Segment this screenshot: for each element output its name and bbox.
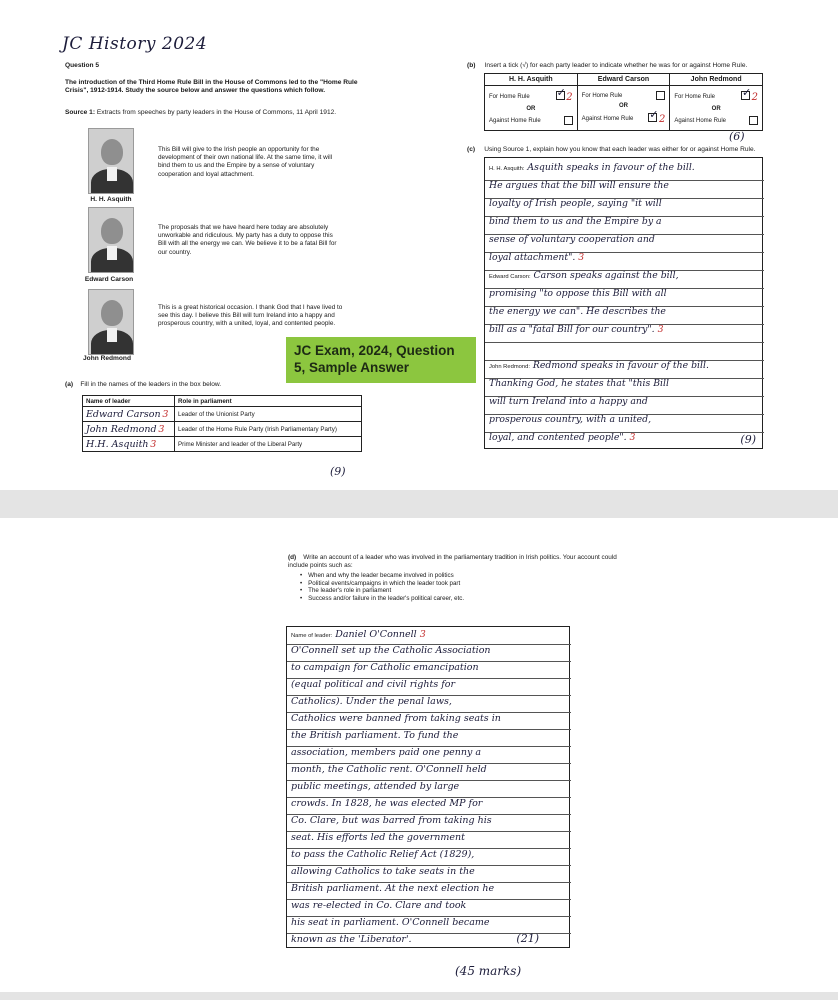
against-label: Against Home Rule bbox=[489, 117, 541, 124]
list-item: • The leader's role in parliament bbox=[300, 587, 464, 595]
mark: 3 bbox=[629, 432, 636, 443]
source-label: Source 1: bbox=[65, 109, 96, 116]
part-a-instruction bbox=[65, 381, 221, 390]
answer-line: prosperous country, with a united, bbox=[489, 414, 652, 425]
part-d-instruction bbox=[288, 554, 618, 570]
table-row bbox=[83, 437, 362, 452]
part-a-table bbox=[82, 395, 362, 452]
leader-choice-cell bbox=[485, 86, 578, 131]
part-d-text: Write an account of a leader who was involved in the parliamentary tradition in Irish politics. Your account could include points such as: bbox=[288, 554, 617, 570]
part-a-total: (9) bbox=[330, 465, 346, 478]
against-checkbox[interactable] bbox=[648, 113, 657, 122]
answer-line: will turn Ireland into a happy and bbox=[489, 396, 648, 407]
mark: 3 bbox=[419, 629, 426, 640]
for-checkbox[interactable] bbox=[556, 91, 565, 100]
answer-line: to pass the Catholic Relief Act (1829), bbox=[291, 849, 475, 860]
mark: 3 bbox=[162, 408, 169, 420]
answer-line: O'Connell set up the Catholic Association bbox=[291, 645, 491, 656]
or-label: OR bbox=[526, 106, 536, 112]
part-c-instruction bbox=[467, 146, 817, 155]
mark: 2 bbox=[658, 114, 666, 125]
answer-line: bill as a "fatal Bill for our country". bbox=[489, 324, 655, 335]
leader-header: Edward Carson bbox=[577, 74, 670, 86]
redmond-name: John Redmond bbox=[83, 355, 131, 362]
part-d-total: (21) bbox=[516, 932, 539, 945]
part-a-text: Fill in the names of the leaders in the box below. bbox=[80, 381, 222, 388]
answer-line: the energy we can". He describes the bbox=[489, 306, 666, 317]
leader-role: Prime Minister and leader of the Liberal Party bbox=[175, 437, 362, 452]
answer-line: promising "to oppose this Bill with all bbox=[489, 288, 667, 299]
answer-line: his seat in parliament. O'Connell became bbox=[291, 917, 490, 928]
list-item: • Political events/campaigns in which the leader took part bbox=[300, 580, 464, 588]
leader-header: H. H. Asquith bbox=[485, 74, 578, 86]
against-checkbox[interactable] bbox=[564, 116, 573, 125]
leader-header: John Redmond bbox=[670, 74, 763, 86]
asquith-name: H. H. Asquith bbox=[90, 196, 132, 203]
exam-page-2 bbox=[0, 518, 838, 992]
question-intro: The introduction of the Third Home Rule Bill in the House of Commons led to the "Home Rule Crisis", 1912-1914. Study the source below and answer the questions which follow. bbox=[65, 79, 358, 95]
answer-line: Catholics). Under the penal laws, bbox=[291, 696, 452, 707]
answer-line: Asquith speaks in favour of the bill. bbox=[527, 162, 695, 173]
part-c-text: Using Source 1, explain how you know that each leader was either for or against Home Rule. bbox=[484, 146, 756, 153]
answer-line: He argues that the bill will ensure the bbox=[489, 180, 669, 191]
or-label: OR bbox=[618, 103, 628, 109]
redmond-label: John Redmond: bbox=[489, 364, 530, 370]
part-b-text: Insert a tick (√) for each party leader to indicate whether he was for or against Home Rule. bbox=[484, 62, 748, 69]
list-item: • When and why the leader became involved in politics bbox=[300, 572, 464, 580]
for-checkbox[interactable] bbox=[656, 91, 665, 100]
mark: 3 bbox=[578, 252, 585, 263]
table-row bbox=[83, 407, 362, 422]
leader-name-answer: Daniel O'Connell bbox=[335, 629, 417, 640]
part-b-table bbox=[484, 73, 763, 131]
answer-line: public meetings, attended by large bbox=[291, 781, 460, 792]
part-d-bullets bbox=[300, 572, 464, 602]
part-c-label: (c) bbox=[467, 146, 476, 153]
against-label: Against Home Rule bbox=[581, 116, 634, 122]
leader-name-answer: Edward Carson bbox=[86, 408, 161, 420]
redmond-quote: This is a great historical occasion. I thank God that I have lived to see this day. I believe this Bill will turn Ireland into a happy and prosperous country, with a united, loyal, and contented people. bbox=[158, 304, 343, 328]
answer-line: to campaign for Catholic emancipation bbox=[291, 662, 479, 673]
answer-line: (equal political and civil rights for bbox=[291, 679, 456, 690]
part-d-answer-box bbox=[286, 626, 570, 948]
carson-quote: The proposals that we have heard here today are absolutely unworkable and ridiculous. My party has a duty to oppose this Bill with all the energy we can. We believe it to be a fatal Bill for our country. bbox=[158, 224, 337, 256]
leader-choice-cell bbox=[577, 86, 670, 131]
for-label: For Home Rule bbox=[674, 94, 715, 100]
table-row bbox=[83, 422, 362, 437]
answer-line: Carson speaks against the bill, bbox=[533, 270, 679, 281]
source-text: Extracts from speeches by party leaders in the House of Commons, 11 April 1912. bbox=[96, 109, 337, 116]
grand-total: (45 marks) bbox=[455, 964, 522, 978]
answer-line: British parliament. At the next election he bbox=[291, 883, 495, 894]
answer-line: loyalty of Irish people, saying "it will bbox=[489, 198, 662, 209]
part-a-label: (a) bbox=[65, 381, 74, 388]
leader-name-answer: H.H. Asquith bbox=[86, 438, 149, 450]
answer-line: allowing Catholics to take seats in the bbox=[291, 866, 475, 877]
against-label: Against Home Rule bbox=[674, 117, 727, 124]
col-role-header: Role in parliament bbox=[175, 396, 362, 407]
mark: 2 bbox=[566, 92, 573, 103]
carson-portrait bbox=[88, 207, 134, 273]
answer-line: known as the 'Liberator'. bbox=[291, 934, 412, 945]
against-checkbox[interactable] bbox=[749, 116, 758, 125]
mark: 3 bbox=[158, 423, 165, 435]
part-c-answer-box bbox=[484, 157, 763, 449]
leader-choice-cell bbox=[670, 86, 763, 131]
exam-page-1 bbox=[0, 0, 838, 490]
answer-line: crowds. In 1828, he was elected MP for bbox=[291, 798, 483, 809]
leader-role: Leader of the Unionist Party bbox=[175, 407, 362, 422]
carson-name: Edward Carson bbox=[84, 276, 134, 283]
for-checkbox[interactable] bbox=[741, 91, 750, 100]
mark: 2 bbox=[751, 92, 758, 103]
part-b-instruction bbox=[467, 62, 817, 71]
answer-line: sense of voluntary cooperation and bbox=[489, 234, 655, 245]
answer-line: Thanking God, he states that "this Bill bbox=[489, 378, 669, 389]
answer-line: loyal attachment". bbox=[489, 252, 576, 263]
answer-line: month, the Catholic rent. O'Connell held bbox=[291, 764, 487, 775]
answer-line: seat. His efforts led the government bbox=[291, 832, 465, 843]
for-label: For Home Rule bbox=[581, 92, 623, 99]
answer-line: association, members paid one penny a bbox=[291, 747, 482, 758]
answer-line: the British parliament. To fund the bbox=[291, 730, 459, 741]
leader-role: Leader of the Home Rule Party (Irish Parliamentary Party) bbox=[175, 422, 362, 437]
mark: 3 bbox=[150, 438, 157, 450]
asquith-label: H. H. Asquith: bbox=[489, 166, 525, 172]
mark: 3 bbox=[657, 324, 664, 335]
leader-name-answer: John Redmond bbox=[86, 423, 157, 435]
answer-line: Redmond speaks in favour of the bill. bbox=[532, 360, 709, 371]
part-d-label: (d) bbox=[288, 554, 297, 561]
asquith-quote: This Bill will give to the Irish people an opportunity for the development of their own national life. At the same time, it will bind them to us and the Empire by a sense of voluntary cooperation and loyal attachment. bbox=[158, 146, 333, 178]
part-b-label: (b) bbox=[467, 62, 476, 69]
for-label: For Home Rule bbox=[489, 94, 530, 100]
source-caption bbox=[65, 109, 365, 116]
part-b-total: (6) bbox=[729, 130, 745, 143]
list-item: • Success and/or failure in the leader's political career, etc. bbox=[300, 595, 464, 603]
part-c-total: (9) bbox=[740, 433, 756, 446]
page-title: JC History 2024 bbox=[62, 34, 208, 54]
answer-line: Co. Clare, but was barred from taking his bbox=[291, 815, 492, 826]
name-of-leader-label: Name of leader: bbox=[291, 633, 333, 639]
answer-line: Catholics were banned from taking seats in bbox=[291, 713, 501, 724]
asquith-portrait bbox=[88, 128, 134, 194]
col-name-header: Name of leader bbox=[83, 396, 175, 407]
carson-label: Edward Carson: bbox=[489, 274, 531, 280]
redmond-portrait bbox=[88, 289, 134, 355]
answer-line: bind them to us and the Empire by a bbox=[489, 216, 662, 227]
answer-line: was re-elected in Co. Clare and took bbox=[291, 900, 467, 911]
sample-answer-banner: JC Exam, 2024, Question 5, Sample Answer bbox=[286, 337, 476, 383]
or-label: OR bbox=[711, 106, 721, 112]
answer-line: loyal, and contented people". bbox=[489, 432, 627, 443]
question-label: Question 5 bbox=[65, 62, 100, 69]
